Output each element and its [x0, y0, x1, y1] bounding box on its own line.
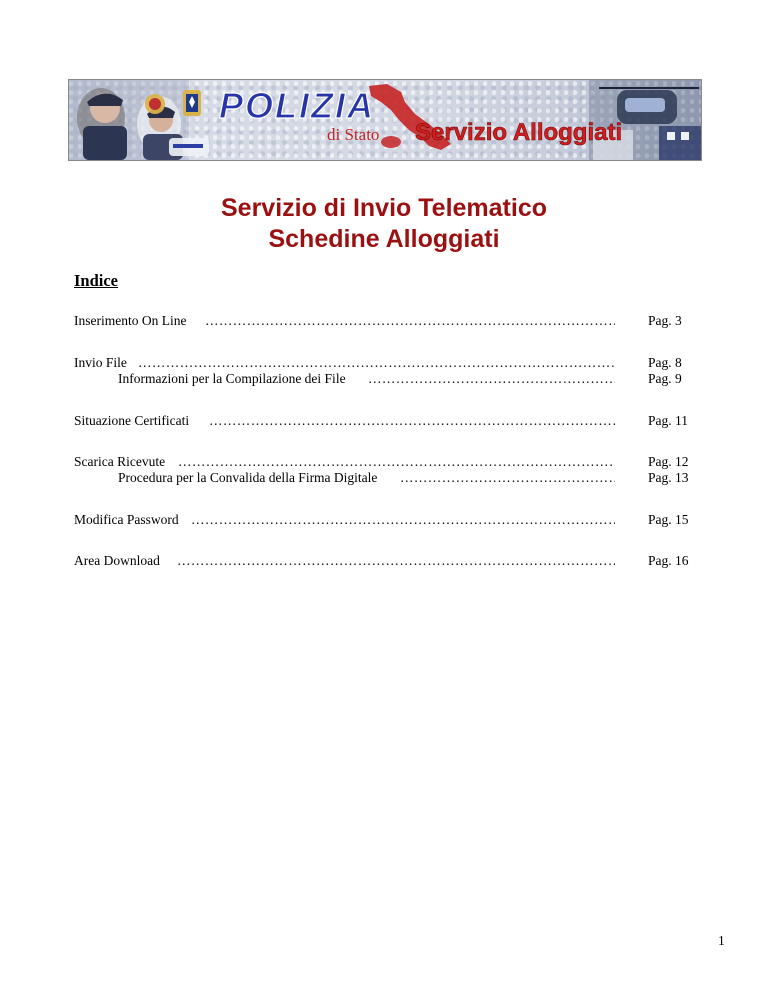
toc-label: Inserimento On Line — [74, 313, 187, 328]
toc-page: Pag. 15 — [648, 512, 689, 527]
toc-leader — [368, 370, 615, 388]
page-number: 1 — [718, 933, 725, 948]
toc-page: Pag. 16 — [648, 553, 689, 568]
toc-leader — [205, 312, 615, 330]
toc-page: Pag. 12 — [648, 454, 689, 469]
toc-leader — [177, 552, 615, 570]
banner-service-text: Servizio Alloggiati — [415, 119, 623, 146]
document-title-line2: Schedine Alloggiati — [268, 225, 500, 253]
toc-label: Scarica Ricevute — [74, 454, 166, 469]
toc-entry[interactable] — [0, 552, 768, 572]
toc-entry[interactable] — [0, 469, 768, 489]
toc-entry[interactable] — [0, 412, 768, 432]
banner-subtitle-text: di Stato — [327, 125, 380, 144]
document-title-line1: Servizio di Invio Telematico — [220, 194, 547, 222]
toc-entry[interactable] — [0, 370, 768, 390]
toc-label: Procedura per la Convalida della Firma Digitale — [118, 470, 378, 485]
toc-label: Situazione Certificati — [74, 413, 190, 428]
toc-leader — [209, 412, 615, 430]
toc-leader — [191, 511, 615, 529]
toc-page: Pag. 11 — [648, 413, 688, 428]
header-banner — [68, 79, 702, 161]
toc-label: Informazioni per la Compilazione dei File — [118, 371, 346, 386]
toc-page: Pag. 8 — [648, 355, 682, 370]
toc-page: Pag. 3 — [648, 313, 682, 328]
toc-label: Invio File — [74, 355, 127, 370]
toc-page: Pag. 13 — [648, 470, 689, 485]
index-heading: Indice — [74, 271, 119, 290]
toc-entry[interactable] — [0, 312, 768, 332]
toc-page: Pag. 9 — [648, 371, 682, 386]
banner-brand-text: POLIZIA — [219, 85, 375, 126]
toc-leader — [400, 469, 615, 487]
toc-label: Modifica Password — [74, 512, 179, 527]
toc-label: Area Download — [74, 553, 160, 568]
toc-entry[interactable] — [0, 511, 768, 531]
